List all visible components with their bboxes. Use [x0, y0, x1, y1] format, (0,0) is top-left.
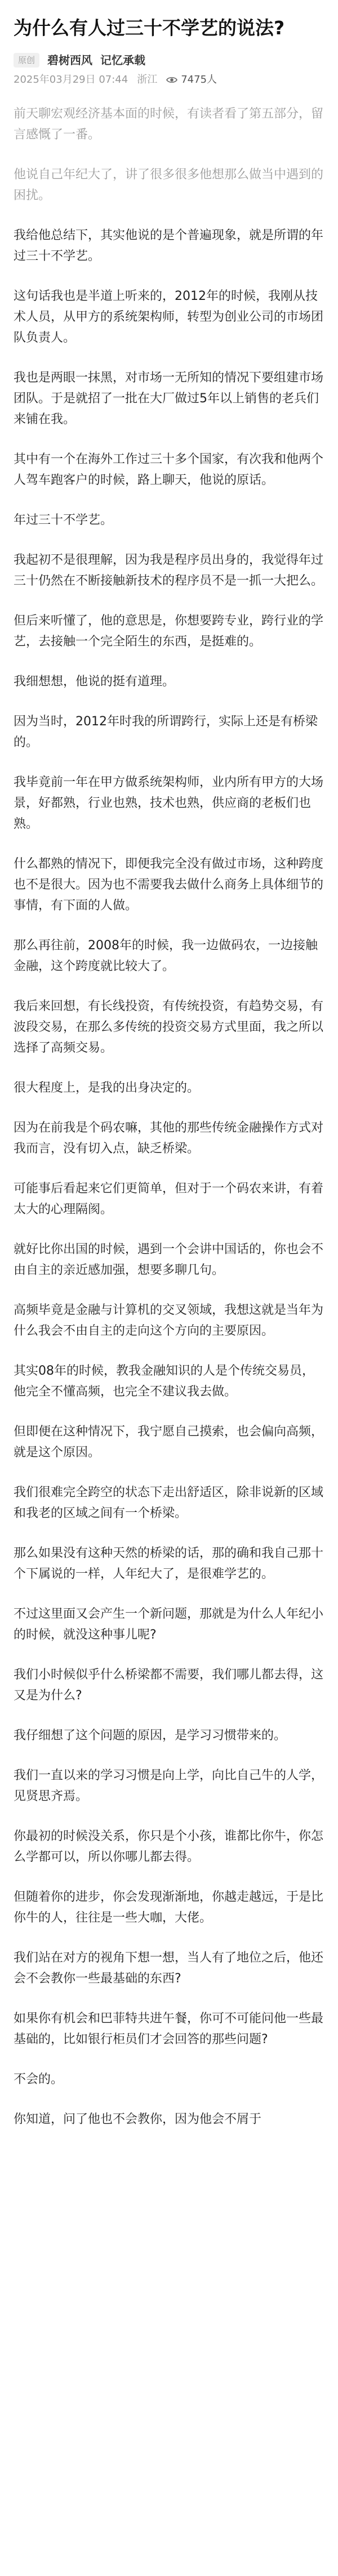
article-paragraph: 就好比你出国的时候，遇到一个会讲中国话的，你也会不由自主的亲近感加强，想要多聊几句。 [14, 1242, 324, 1277]
publish-location: 浙江 [137, 74, 158, 86]
article-paragraph: 但即便在这种情况下，我宁愿自己摸索，也会偏向高频，就是这个原因。 [14, 1425, 324, 1460]
article-paragraph: 我们小时候似乎什么桥梁都不需要，我们哪儿都去得，这又是为什么? [14, 1668, 324, 1703]
article-paragraph: 这句话我也是半道上听来的，2012年的时候，我刚从技术人员，从甲方的系统架构师，转型为创业公司的市场团队负责人。 [14, 289, 324, 345]
article-paragraph: 但随着你的进步，你会发现渐渐地，你越走越远，于是比你牛的人，往往是一些大咖，大佬。 [14, 1890, 324, 1925]
article-paragraph: 我细想想，他说的挺有道理。 [14, 675, 175, 689]
eye-icon [166, 76, 177, 84]
article-paragraph: 因为在前我是个码农嘛，其他的那些传统金融操作方式对我而言，没有切入点，缺乏桥梁。 [14, 1121, 324, 1156]
article-paragraph: 不过这里面又会产生一个新问题，那就是为什么人年纪小的时候，就没这种事儿呢? [14, 1607, 324, 1642]
article-paragraph: 我也是两眼一抹黑，对市场一无所知的情况下要组建市场团队。于是就招了一批在大厂做过5年以上销售的老兵们来铺在我。 [14, 371, 324, 427]
author-name-link[interactable]: 碧树西风 [47, 53, 93, 67]
view-count [166, 72, 217, 88]
article-paragraph: 我们一直以来的学习习惯是向上学，向比自己牛的人学，见贤思齐焉。 [14, 1769, 324, 1803]
article-paragraph: 那么如果没有这种天然的桥梁的话，那的确和我自己那十个下属说的一样，人年纪大了，是很难学艺的。 [14, 1546, 324, 1581]
article-paragraph: 很大程度上，是我的出身决定的。 [14, 1081, 200, 1095]
article-paragraph: 可能事后看起来它们更简单，但对于一个码农来讲，有着太大的心理隔阂。 [14, 1182, 324, 1217]
article-paragraph: 你最初的时候没关系，你只是个小孩，谁都比你牛，你怎么学都可以，所以你哪儿都去得。 [14, 1829, 324, 1864]
column-name-link[interactable]: 记忆承载 [100, 53, 146, 67]
article-meta [14, 72, 324, 88]
article-paragraph: 他说自己年纪大了，讲了很多很多他想那么做当中遇到的困扰。 [14, 168, 324, 203]
article-paragraph: 我仔细想了这个问题的原因，是学习习惯带来的。 [14, 1729, 287, 1743]
article-paragraph: 我毕竟前一年在甲方做系统架构师，业内所有甲方的大场景，好都熟，行业也熟，技术也熟，供应商的老板们也熟。 [14, 775, 324, 831]
article-paragraph: 那么再往前，2008年的时候，我一边做码农，一边接触金融，这个跨度就比较大了。 [14, 939, 318, 973]
publish-date: 2025年03月29日 07:44 [14, 74, 128, 86]
article-paragraph: 如果你有机会和巴菲特共进午餐，你可不可能问他一些最基础的，比如银行柜员们才会回答的那些问题? [14, 2012, 324, 2047]
article-paragraph: 我起初不是很理解，因为我是程序员出身的，我觉得年过三十仍然在不断接触新技术的程序员不是一抓一大把么。 [14, 553, 324, 588]
article-title: 为什么有人过三十不学艺的说法? [14, 17, 285, 39]
view-count-value: 7475人 [181, 74, 217, 86]
article-paragraph: 其实08年的时候，教我金融知识的人是个传统交易员，他完全不懂高频，也完全不建议我去做。 [14, 1364, 314, 1399]
article-paragraph: 什么都熟的情况下，即便我完全没有做过市场，这种跨度也不是很大。因为也不需要我去做什么商务上具体细节的事情，有下面的人做。 [14, 857, 324, 913]
article-paragraph: 我后来回想，有长线投资，有传统投资，有趋势交易，有波段交易，在那么多传统的投资交易方式里面，我之所以选择了高频交易。 [14, 999, 324, 1055]
article-paragraph: 但后来听懂了，他的意思是，你想要跨专业，跨行业的学艺，去接触一个完全陌生的东西，是挺难的。 [14, 614, 324, 649]
article-paragraph: 不会的。 [14, 2072, 64, 2086]
article-paragraph: 因为当时，2012年时我的所谓跨行，实际上还是有桥梁的。 [14, 715, 318, 750]
article-paragraph: 我们站在对方的视角下想一想，当人有了地位之后，他还会不会教你一些最基础的东西? [14, 1951, 324, 1986]
article-paragraph: 其中有一个在海外工作过三十多个国家，有次我和他两个人驾车跑客户的时候，路上聊天，他说的原话。 [14, 452, 324, 487]
article-byline [14, 52, 324, 69]
article-paragraph: 你知道，问了他也不会教你，因为他会不屑于 [14, 2112, 262, 2126]
article-body [14, 104, 324, 2130]
article-paragraph: 高频毕竟是金融与计算机的交叉领域，我想这就是当年为什么我会不由自主的走向这个方向的主要原因。 [14, 1303, 324, 1338]
original-badge: 原创 [14, 53, 39, 68]
article-paragraph: 我给他总结下，其实他说的是个普遍现象，就是所谓的年过三十不学艺。 [14, 228, 324, 263]
article-paragraph: 前天聊宏观经济基本面的时候，有读者看了第五部分，留言感慨了一番。 [14, 107, 324, 142]
article-paragraph: 年过三十不学艺。 [14, 513, 113, 527]
article-paragraph: 我们很难完全跨空的状态下走出舒适区，除非说新的区域和我老的区域之间有一个桥梁。 [14, 1486, 324, 1520]
